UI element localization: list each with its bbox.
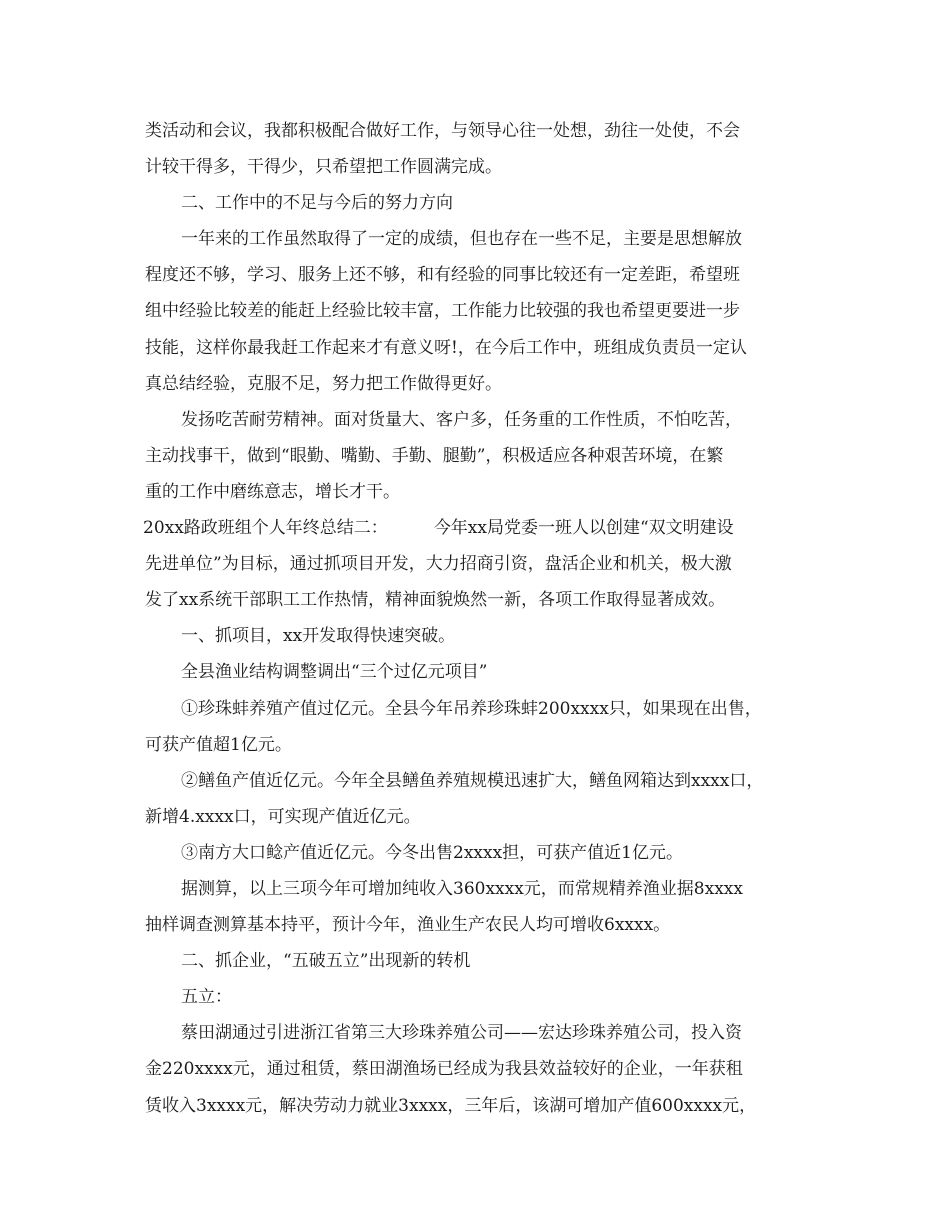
- text-line: 赁收入3xxxx元，解决劳动力就业3xxxx，三年后，该湖可增加产值600xxxx元，: [145, 1095, 757, 1116]
- text-line: 技能，这样你最我赶工作起来才有意义呀!，在今后工作中，班组成负责员一定认: [145, 337, 747, 358]
- text-line: 类活动和会议，我都积极配合做好工作，与领导心往一处想，劲往一处使，不会: [145, 121, 740, 141]
- text-line: 主动找事干，做到“眼勤、嘴勤、手勤、腿勤”，积极适应各种艰苦环境，在繁: [145, 445, 724, 466]
- text-line: 抽样调查测算基本持平，预计今年，渔业生产农民人均可增收6xxxx。: [145, 915, 671, 936]
- list-item: ①珍珠蚌养殖产值过亿元。全县今年吊养珍珠蚌200xxxx只，如果现在出售，: [181, 698, 762, 719]
- text-line: 一年来的工作虽然取得了一定的成绩，但也存在一些不足，主要是思想解放: [181, 229, 742, 250]
- text-line: 金220xxxx元，通过租赁，蔡田湖渔场已经成为我县效益较好的企业，一年获租: [145, 1059, 743, 1080]
- text-line: 计较干得多，干得少，只希望把工作圆满完成。: [145, 157, 502, 178]
- text-line: 发了xx系统干部职工工作热情，精神面貌焕然一新，各项工作取得显著成效。: [145, 590, 726, 611]
- text-line: 五立：: [181, 987, 232, 1008]
- text-line: 真总结经验，克服不足，努力把工作做得更好。: [145, 373, 502, 394]
- section-heading: 二、工作中的不足与今后的努力方向: [181, 193, 453, 214]
- list-item: ③南方大口鲶产值近亿元。今冬出售2xxxx担，可获产值近1亿元。: [181, 842, 683, 863]
- section-heading: 一、抓项目，xx开发取得快速突破。: [181, 626, 456, 647]
- summary-title: 20xx路政班组个人年终总结二：: [143, 518, 388, 539]
- text-line: 据测算，以上三项今年可增加纯收入360xxxx元，而常规精养渔业据8xxxx: [181, 878, 743, 899]
- text-line: 发扬吃苦耐劳精神。面对货量大、客户多，任务重的工作性质，不怕吃苦，: [181, 409, 742, 430]
- text-line: 重的工作中磨练意志，增长才干。: [145, 481, 400, 502]
- section-heading: 二、抓企业，“五破五立”出现新的转机: [181, 951, 471, 972]
- summary-title-line: [143, 510, 815, 546]
- document-body: [145, 113, 815, 1124]
- text-line: 可获产值超1亿元。: [145, 734, 292, 755]
- summary-intro: 今年xx局党委一班人以创建“双文明建设: [433, 518, 734, 539]
- text-line: 蔡田湖通过引进浙江省第三大珍珠养殖公司——宏达珍珠养殖公司，投入资: [181, 1023, 742, 1044]
- list-item: ②鳝鱼产值近亿元。今年全县鳝鱼养殖规模迅速扩大，鳝鱼网箱达到xxxx口，: [181, 770, 764, 791]
- text-line: 新增4.xxxx口，可实现产值近亿元。: [145, 806, 421, 827]
- text-line: 先进单位”为目标，通过抓项目开发，大力招商引资，盘活企业和机关，极大激: [145, 554, 732, 575]
- text-line: 全县渔业结构调整调出“三个过亿元项目”: [181, 662, 488, 683]
- text-line: 组中经验比较差的能赶上经验比较丰富，工作能力比较强的我也希望更要进一步: [145, 301, 740, 322]
- text-line: 程度还不够，学习、服务上还不够，和有经验的同事比较还有一定差距，希望班: [145, 265, 740, 286]
